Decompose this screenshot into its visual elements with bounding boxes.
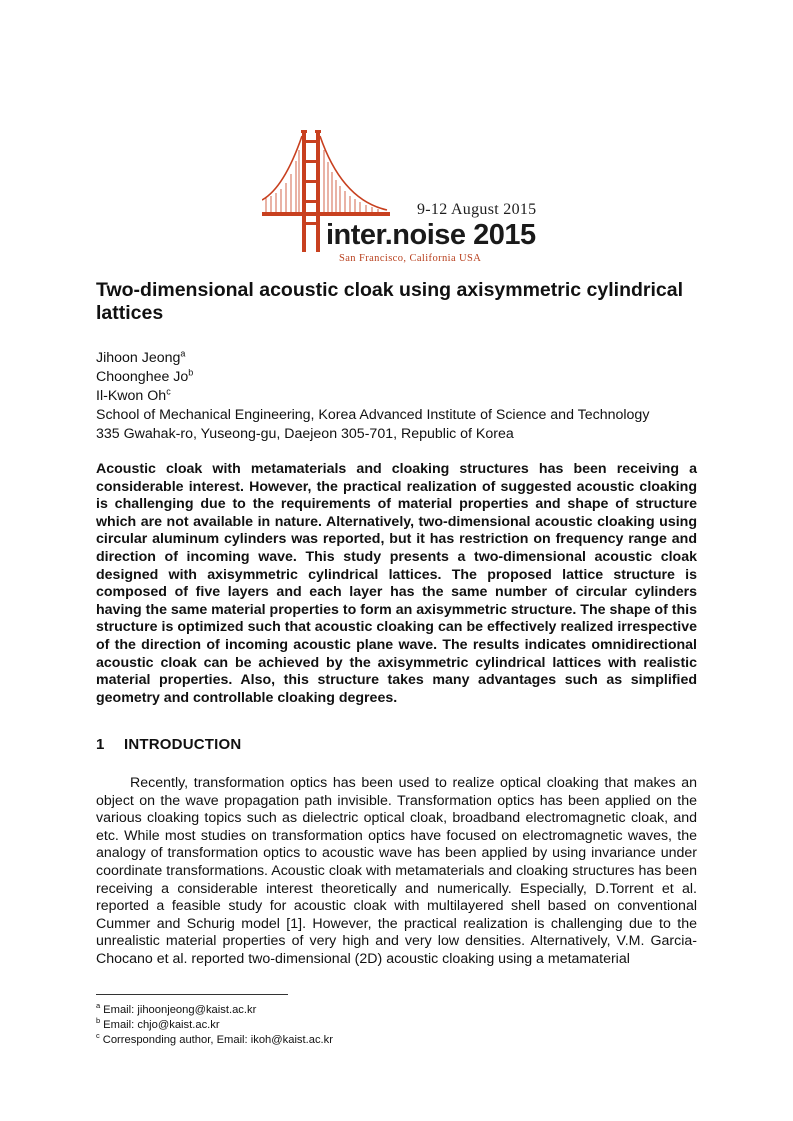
section-number: 1 bbox=[96, 736, 105, 753]
conference-logo bbox=[262, 130, 542, 264]
section-title: INTRODUCTION bbox=[124, 736, 242, 753]
author-3: Il-Kwon Oh$^c$ bbox=[96, 386, 171, 404]
conference-date: 9-12 August 2015 bbox=[417, 201, 537, 218]
footnote-c: $^c$ Corresponding author, Email: ikoh@kaist.ac.kr bbox=[96, 1031, 333, 1046]
affiliation-address: 335 Gwahak-ro, Yuseong-gu, Daejeon 305-701, Republic of Korea bbox=[96, 426, 514, 442]
affiliation-institution: School of Mechanical Engineering, Korea Advanced Institute of Science and Technology bbox=[96, 407, 650, 423]
conference-location: San Francisco, California USA bbox=[339, 253, 482, 264]
author-1: Jihoon Jeong$^a$ bbox=[96, 348, 186, 366]
author-block bbox=[96, 349, 716, 444]
intro-paragraph: Recently, transformation optics has been used to realize optical cloaking that makes an object on the wave propagation path invisible. Transformation optics has been applied on the various cloaking topics such as dielectric optical cloak, broadband electromagnetic cloak, and etc. While most studies on transformation optics have focused on electromagnetic waves, the analogy of transformation optics to acoustic wave has been applied by using invariance under coordinate transformations. Acoustic cloak with metamaterials and cloaking structures has been receiving a considerable interest theoretically and numerically. Especially, D.Torrent et al. reported a feasible study for acoustic cloak with multilayered shell based on conventional Cummer and Schurig model [1]. However, the practical realization is challenging due to the unrealistic material properties of very high and very low densities. Alternatively, V.M. Garcia-Chocano et al. reported two-dimensional (2D) acoustic cloaking using a metamaterial bbox=[96, 775, 697, 967]
author-2: Choonghee Jo$^b$ bbox=[96, 367, 194, 385]
footnote-b: $^b$ Email: chjo@kaist.ac.kr bbox=[96, 1016, 220, 1031]
footnote-a: $^a$ Email: jihoonjeong@kaist.ac.kr bbox=[96, 1001, 257, 1016]
footnotes bbox=[96, 1003, 333, 1048]
abstract: Acoustic cloak with metamaterials and cloaking structures has been receiving a considerable interest. However, the practical realization of suggested acoustic cloaking is challenging due to the requirements of material properties and shape of structure which are not available in nature. Alternatively, two-dimensional acoustic cloaking using circular aluminum cylinders was reported, but it has restriction on frequency range and direction of incoming wave. This study presents a two-dimensional acoustic cloak designed with axisymmetric cylindrical lattices. The proposed lattice structure is composed of five layers and each layer has the same number of circular cylinders having the same material properties to form an axisymmetric structure. The shape of this structure is optimized such that acoustic cloaking can be effectively realized irrespective of the direction of incoming acoustic plane wave. The results indicates omnidirectional acoustic cloak can be achieved by the axisymmetric cylindrical lattices with realistic material properties. Also, this structure takes many advantages such as simplified geometry and controllable cloaking degrees. bbox=[96, 461, 697, 706]
conference-name: inter.noise 2015 bbox=[326, 219, 536, 251]
section-heading bbox=[96, 736, 241, 753]
paper-title: Two-dimensional acoustic cloak using axisymmetric cylindrical lattices bbox=[96, 279, 683, 324]
footnote-divider bbox=[96, 994, 288, 995]
